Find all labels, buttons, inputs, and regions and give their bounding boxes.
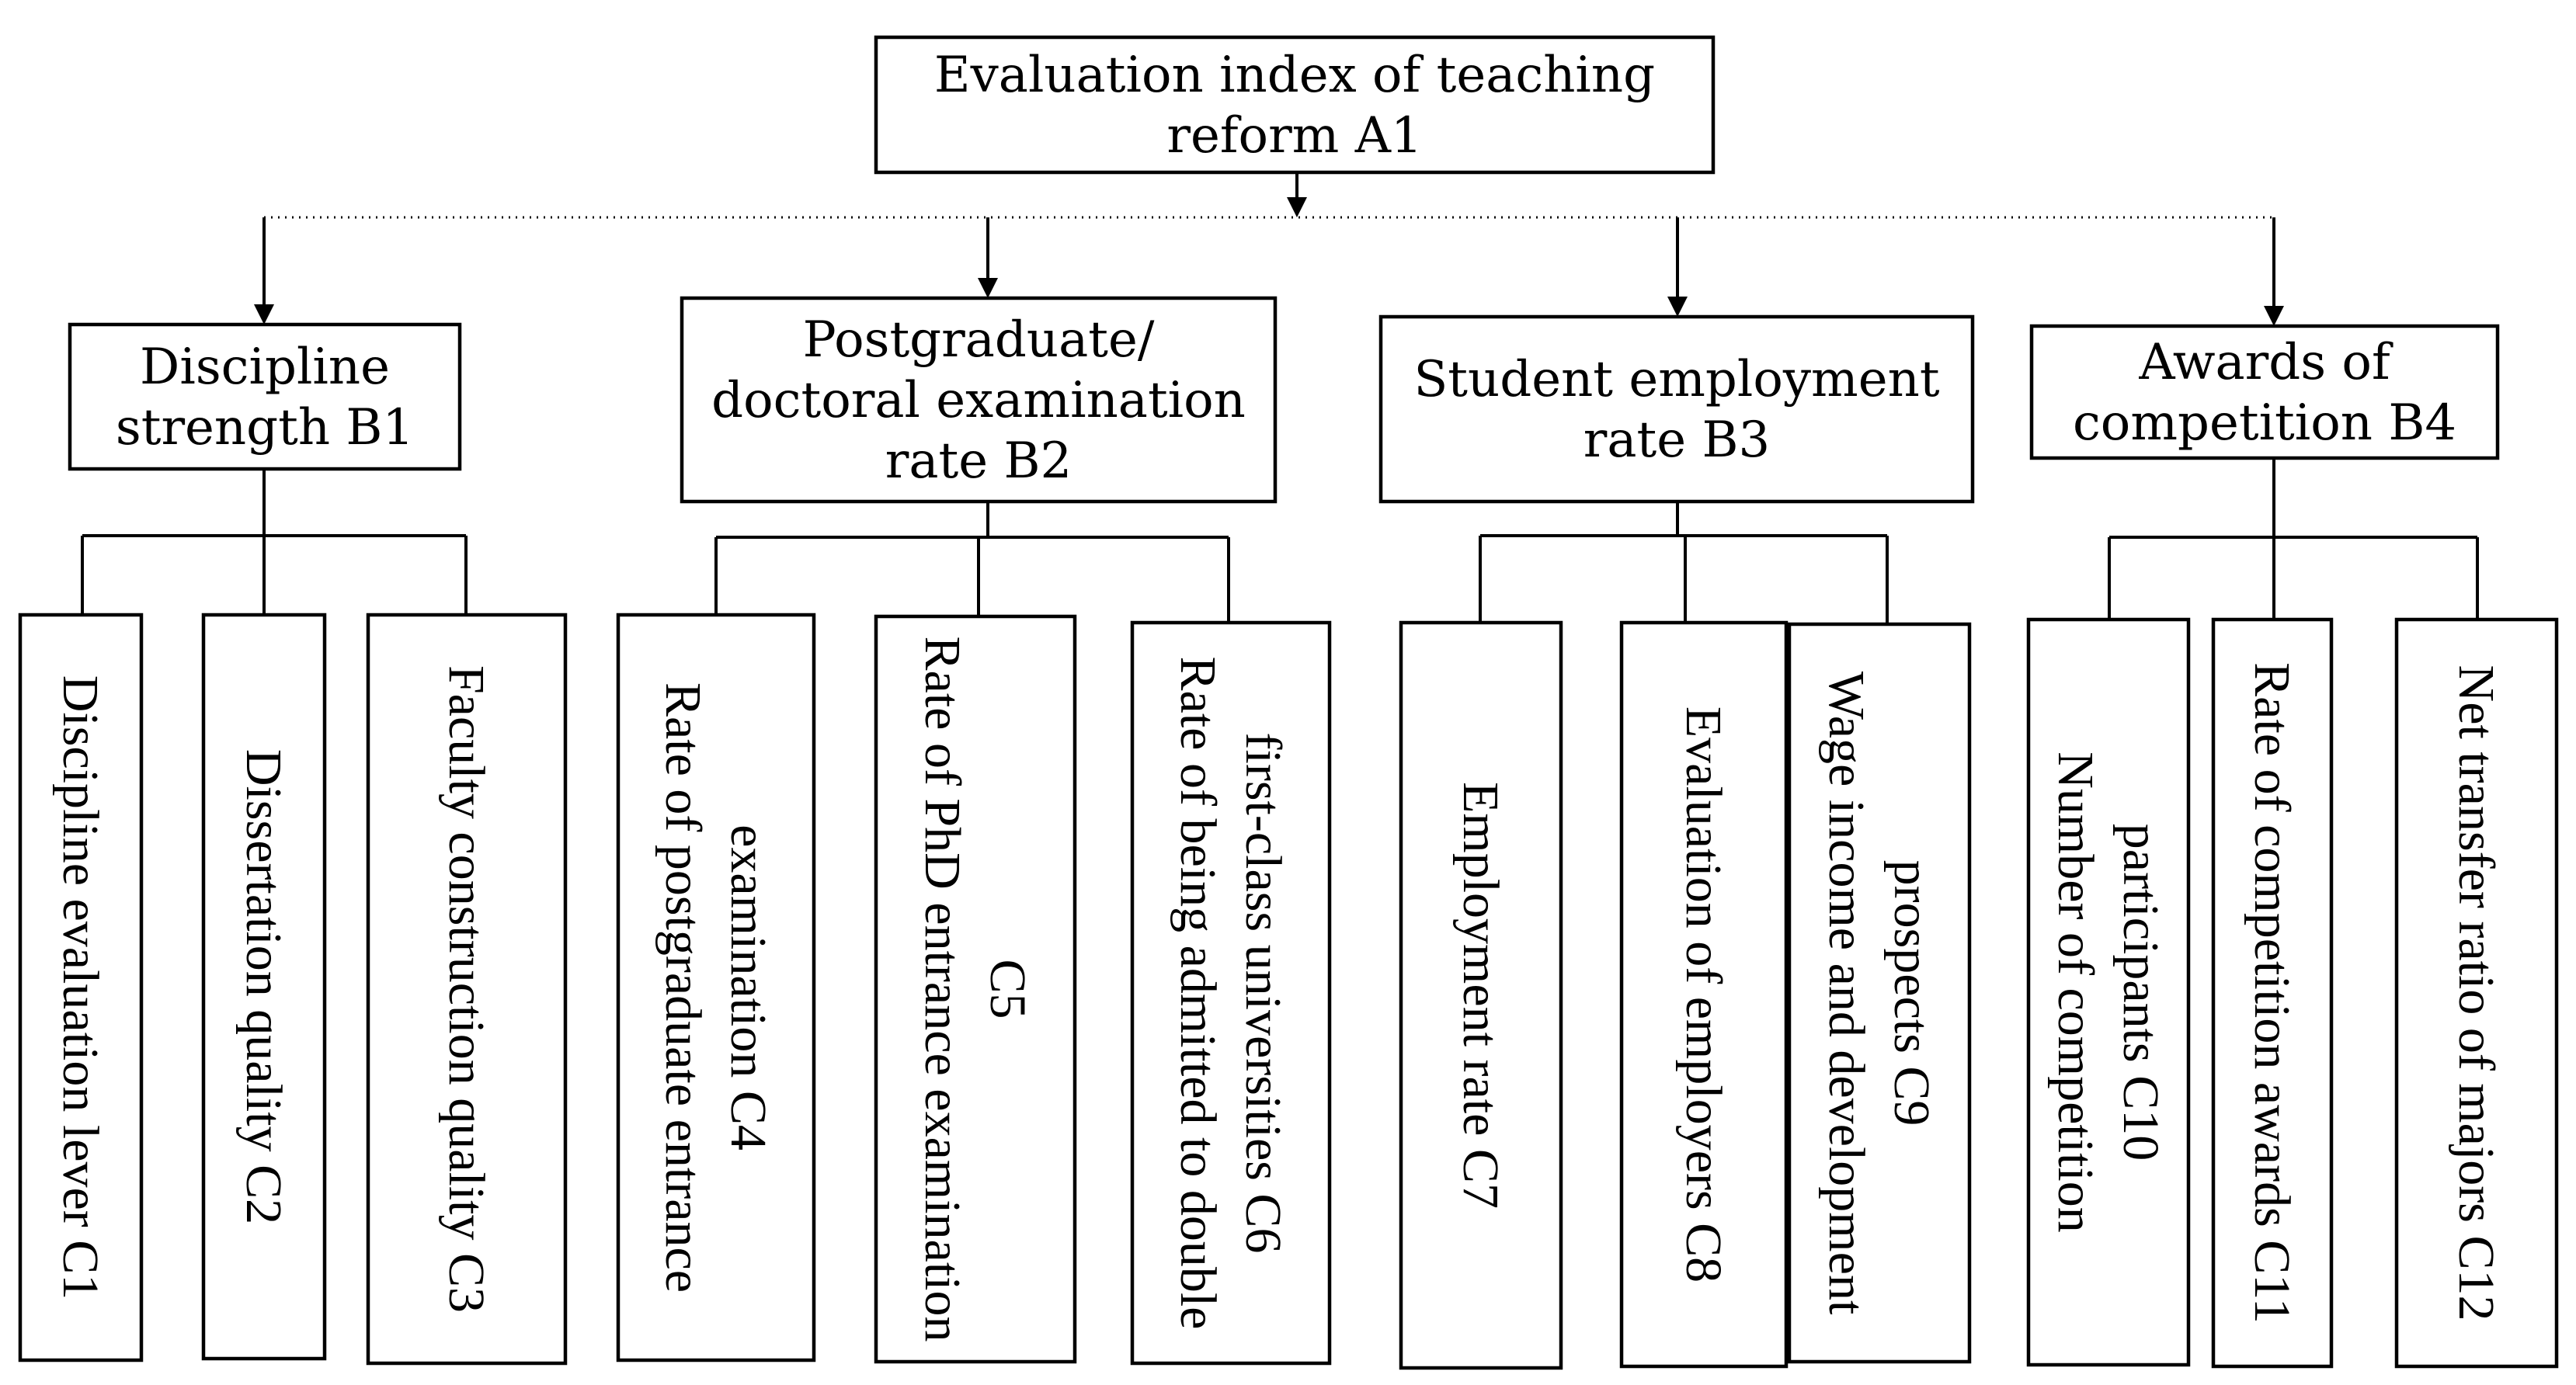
indicator-node <box>876 616 1075 1362</box>
indicator-label: first-class universities C6 <box>1235 732 1291 1254</box>
category-box <box>1381 317 1973 502</box>
arrow-head <box>1667 297 1688 317</box>
indicator-label: Number of competition <box>2047 752 2104 1233</box>
indicator-label: prospects C9 <box>1883 859 1940 1126</box>
root-node <box>876 37 1713 172</box>
indicator-node <box>1401 623 1561 1368</box>
indicator-label: Employment rate C7 <box>1452 782 1509 1209</box>
category-label: competition B4 <box>2072 394 2457 452</box>
root-node-label: reform A1 <box>1166 107 1423 165</box>
indicator-node <box>618 615 814 1360</box>
category-label: rate B3 <box>1583 411 1771 469</box>
indicator-node <box>368 615 565 1363</box>
indicator-text-group <box>2244 662 2300 1324</box>
indicator-node <box>20 615 141 1360</box>
indicator-node <box>2213 620 2331 1366</box>
nodes <box>20 37 2557 1368</box>
indicator-label: Rate of PhD entrance examination <box>914 636 971 1342</box>
indicator-label: Net transfer ratio of majors C12 <box>2448 665 2505 1321</box>
root-node-label: Evaluation index of teaching <box>933 47 1656 104</box>
indicator-label: Rate of competition awards C11 <box>2244 662 2300 1324</box>
indicator-box <box>1132 623 1330 1363</box>
indicator-label: Dissertation quality C2 <box>235 748 292 1225</box>
indicator-label: Discipline evaluation lever C1 <box>52 675 109 1300</box>
indicator-text-group <box>438 665 495 1313</box>
indicator-box <box>876 616 1075 1362</box>
category-label: Postgraduate/ <box>802 311 1155 369</box>
indicator-text-group <box>1675 706 1732 1283</box>
category-node-b3 <box>1381 317 1973 502</box>
category-label: doctoral examination <box>711 372 1246 429</box>
category-node-b1 <box>70 325 460 469</box>
category-node-b4 <box>2032 326 2498 458</box>
indicator-text-group <box>2448 665 2505 1321</box>
category-label: rate B2 <box>885 432 1072 490</box>
indicator-label: Evaluation of employers C8 <box>1675 706 1732 1283</box>
category-label: Awards of <box>2139 334 2390 391</box>
indicator-node <box>1622 623 1786 1366</box>
indicator-label: Faculty construction quality C3 <box>438 665 495 1314</box>
indicator-node <box>1789 624 1969 1362</box>
indicator-node <box>2397 620 2557 1366</box>
indicator-node <box>2028 620 2188 1365</box>
indicator-label: C5 <box>979 959 1036 1019</box>
indicator-box <box>618 615 814 1360</box>
arrow-head <box>1287 197 1307 217</box>
indicator-text-group <box>1452 782 1509 1209</box>
arrow-head <box>254 304 274 325</box>
indicator-box <box>1789 624 1969 1362</box>
category-label: strength B1 <box>115 399 415 456</box>
category-label: Discipline <box>140 338 390 396</box>
indicator-label: Rate of being admitted to double <box>1170 656 1226 1330</box>
indicator-node <box>203 615 325 1359</box>
category-label: Student employment <box>1413 351 1940 408</box>
category-node-b2 <box>682 298 1275 502</box>
arrow-head <box>978 278 998 298</box>
indicator-label: participants C10 <box>2112 823 2169 1161</box>
indicator-text-group <box>235 749 292 1224</box>
indicator-label: Rate of postgraduate entrance <box>655 682 711 1293</box>
arrow-head <box>2264 306 2284 326</box>
indicator-node <box>1132 623 1330 1363</box>
indicator-label: examination C4 <box>720 824 777 1151</box>
indicator-label: Wage income and development <box>1818 671 1875 1315</box>
indicator-text-group <box>52 675 109 1300</box>
